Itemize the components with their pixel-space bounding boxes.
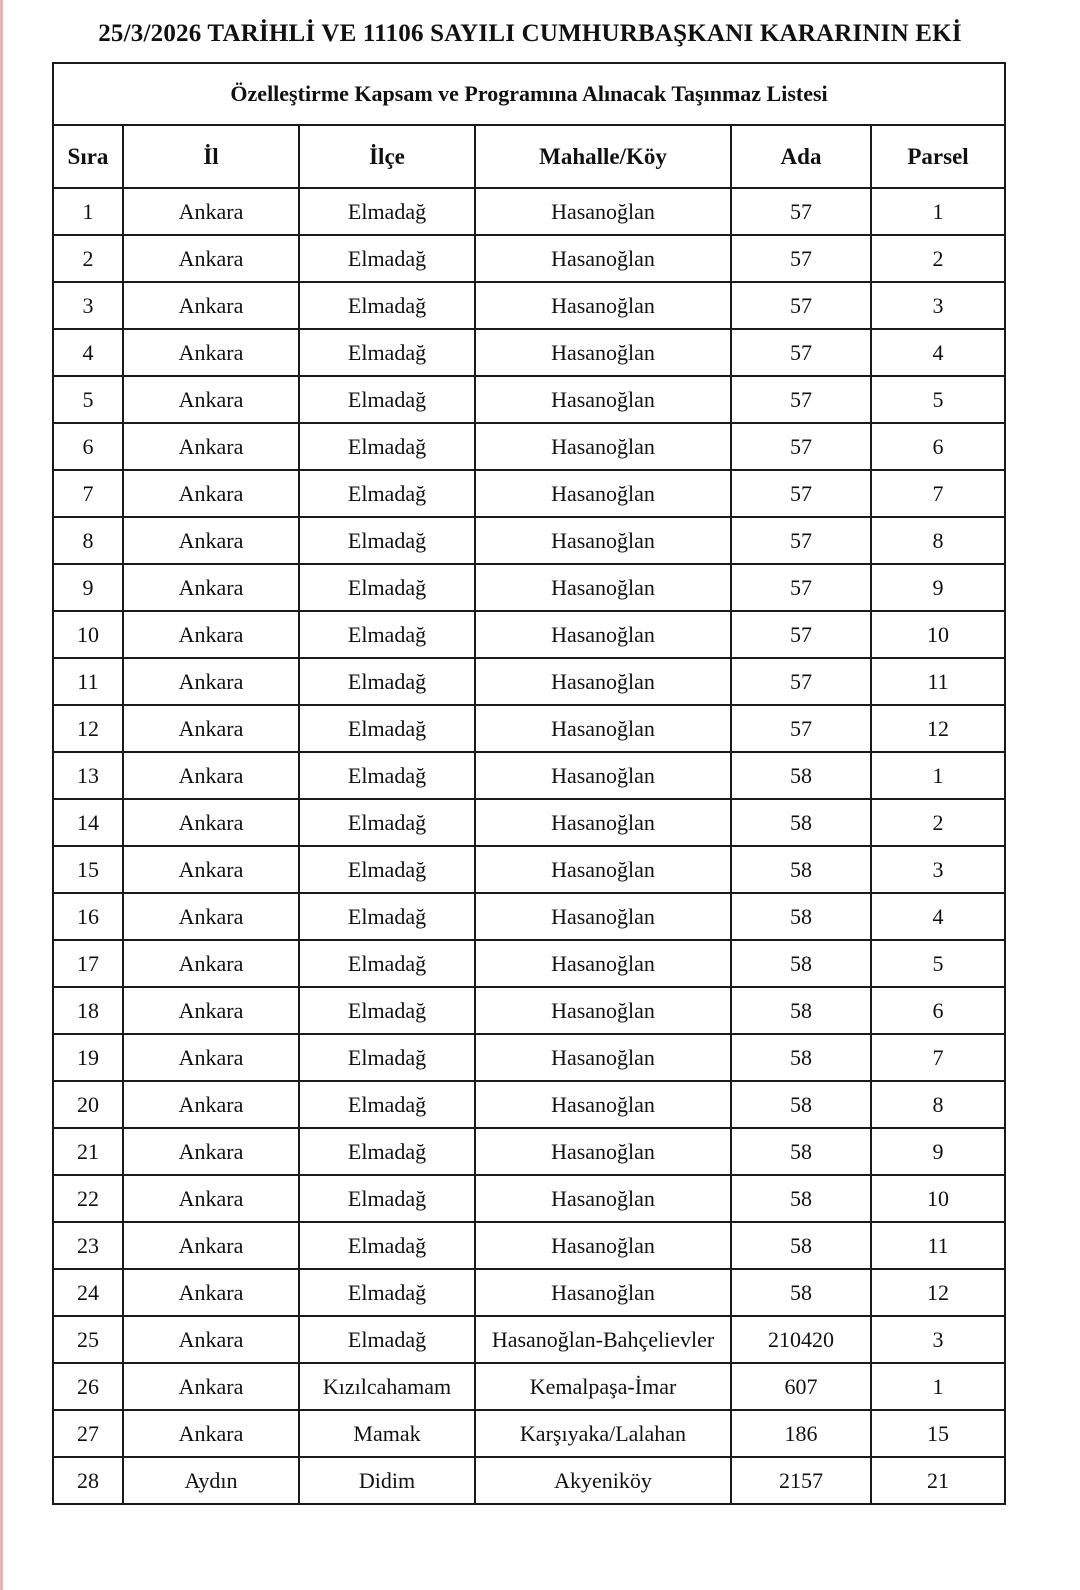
cell-il: Ankara bbox=[123, 752, 299, 799]
cell-sira: 24 bbox=[53, 1269, 123, 1316]
cell-mahalle-koy: Hasanoğlan bbox=[475, 376, 731, 423]
cell-il: Ankara bbox=[123, 987, 299, 1034]
table-row bbox=[53, 799, 1005, 846]
cell-il: Ankara bbox=[123, 1222, 299, 1269]
cell-parsel: 8 bbox=[871, 1081, 1005, 1128]
cell-parsel: 6 bbox=[871, 987, 1005, 1034]
table-row bbox=[53, 705, 1005, 752]
cell-il: Ankara bbox=[123, 940, 299, 987]
cell-ilce: Elmadağ bbox=[299, 940, 475, 987]
table-row bbox=[53, 1128, 1005, 1175]
cell-parsel: 11 bbox=[871, 1222, 1005, 1269]
table-caption-row bbox=[53, 63, 1005, 125]
cell-parsel: 21 bbox=[871, 1457, 1005, 1504]
table-row bbox=[53, 846, 1005, 893]
table-row bbox=[53, 1457, 1005, 1504]
cell-ilce: Elmadağ bbox=[299, 470, 475, 517]
cell-ada: 2157 bbox=[731, 1457, 871, 1504]
table-row bbox=[53, 470, 1005, 517]
cell-ilce: Elmadağ bbox=[299, 564, 475, 611]
cell-parsel: 10 bbox=[871, 1175, 1005, 1222]
cell-sira: 26 bbox=[53, 1363, 123, 1410]
table-row bbox=[53, 1081, 1005, 1128]
cell-ada: 57 bbox=[731, 188, 871, 235]
cell-mahalle-koy: Hasanoğlan bbox=[475, 423, 731, 470]
cell-ilce: Elmadağ bbox=[299, 1128, 475, 1175]
cell-sira: 1 bbox=[53, 188, 123, 235]
cell-ilce: Didim bbox=[299, 1457, 475, 1504]
table-caption: Özelleştirme Kapsam ve Programına Alınacak Taşınmaz Listesi bbox=[53, 63, 1005, 125]
cell-ilce: Mamak bbox=[299, 1410, 475, 1457]
cell-parsel: 3 bbox=[871, 846, 1005, 893]
column-header-sira: Sıra bbox=[53, 125, 123, 188]
column-header-ilce: İlçe bbox=[299, 125, 475, 188]
cell-mahalle-koy: Hasanoğlan bbox=[475, 1175, 731, 1222]
cell-il: Ankara bbox=[123, 188, 299, 235]
property-list-sheet bbox=[52, 62, 1004, 1505]
column-header-parsel: Parsel bbox=[871, 125, 1005, 188]
cell-parsel: 4 bbox=[871, 893, 1005, 940]
cell-parsel: 5 bbox=[871, 376, 1005, 423]
cell-il: Ankara bbox=[123, 893, 299, 940]
cell-il: Ankara bbox=[123, 517, 299, 564]
cell-parsel: 9 bbox=[871, 564, 1005, 611]
cell-sira: 16 bbox=[53, 893, 123, 940]
cell-il: Ankara bbox=[123, 329, 299, 376]
property-list-table bbox=[52, 62, 1006, 1505]
table-row bbox=[53, 188, 1005, 235]
cell-mahalle-koy: Hasanoğlan bbox=[475, 705, 731, 752]
cell-il: Ankara bbox=[123, 705, 299, 752]
table-row bbox=[53, 893, 1005, 940]
page-edge-line bbox=[0, 0, 3, 1590]
cell-il: Ankara bbox=[123, 282, 299, 329]
table-header-row bbox=[53, 125, 1005, 188]
cell-il: Ankara bbox=[123, 423, 299, 470]
cell-ilce: Elmadağ bbox=[299, 846, 475, 893]
cell-ada: 57 bbox=[731, 470, 871, 517]
cell-il: Ankara bbox=[123, 1034, 299, 1081]
cell-il: Ankara bbox=[123, 470, 299, 517]
cell-sira: 2 bbox=[53, 235, 123, 282]
cell-ilce: Kızılcahamam bbox=[299, 1363, 475, 1410]
cell-ilce: Elmadağ bbox=[299, 1222, 475, 1269]
cell-ada: 58 bbox=[731, 1081, 871, 1128]
table-row bbox=[53, 376, 1005, 423]
table-row bbox=[53, 611, 1005, 658]
table-row bbox=[53, 282, 1005, 329]
cell-mahalle-koy: Karşıyaka/Lalahan bbox=[475, 1410, 731, 1457]
cell-mahalle-koy: Hasanoğlan bbox=[475, 893, 731, 940]
cell-parsel: 12 bbox=[871, 705, 1005, 752]
cell-ada: 57 bbox=[731, 705, 871, 752]
cell-ilce: Elmadağ bbox=[299, 705, 475, 752]
cell-il: Ankara bbox=[123, 1269, 299, 1316]
cell-mahalle-koy: Hasanoğlan bbox=[475, 658, 731, 705]
cell-sira: 12 bbox=[53, 705, 123, 752]
cell-mahalle-koy: Hasanoğlan bbox=[475, 799, 731, 846]
cell-il: Ankara bbox=[123, 1128, 299, 1175]
cell-ada: 58 bbox=[731, 893, 871, 940]
cell-mahalle-koy: Hasanoğlan bbox=[475, 1128, 731, 1175]
cell-ilce: Elmadağ bbox=[299, 376, 475, 423]
cell-sira: 7 bbox=[53, 470, 123, 517]
column-header-mahalle-koy: Mahalle/Köy bbox=[475, 125, 731, 188]
cell-parsel: 7 bbox=[871, 470, 1005, 517]
cell-il: Ankara bbox=[123, 658, 299, 705]
table-row bbox=[53, 1034, 1005, 1081]
table-row bbox=[53, 329, 1005, 376]
cell-sira: 18 bbox=[53, 987, 123, 1034]
table-row bbox=[53, 423, 1005, 470]
cell-ada: 58 bbox=[731, 1222, 871, 1269]
cell-parsel: 6 bbox=[871, 423, 1005, 470]
cell-ada: 57 bbox=[731, 517, 871, 564]
table-row bbox=[53, 1410, 1005, 1457]
cell-mahalle-koy: Akyeniköy bbox=[475, 1457, 731, 1504]
table-row bbox=[53, 1269, 1005, 1316]
cell-ada: 57 bbox=[731, 658, 871, 705]
cell-parsel: 10 bbox=[871, 611, 1005, 658]
cell-ada: 58 bbox=[731, 846, 871, 893]
cell-il: Ankara bbox=[123, 235, 299, 282]
cell-parsel: 8 bbox=[871, 517, 1005, 564]
cell-sira: 5 bbox=[53, 376, 123, 423]
cell-ilce: Elmadağ bbox=[299, 987, 475, 1034]
table-row bbox=[53, 987, 1005, 1034]
cell-mahalle-koy: Hasanoğlan bbox=[475, 564, 731, 611]
cell-sira: 25 bbox=[53, 1316, 123, 1363]
cell-il: Aydın bbox=[123, 1457, 299, 1504]
cell-ada: 57 bbox=[731, 611, 871, 658]
cell-mahalle-koy: Hasanoğlan bbox=[475, 517, 731, 564]
cell-sira: 15 bbox=[53, 846, 123, 893]
table-row bbox=[53, 658, 1005, 705]
cell-il: Ankara bbox=[123, 611, 299, 658]
cell-mahalle-koy: Hasanoğlan bbox=[475, 235, 731, 282]
cell-ada: 607 bbox=[731, 1363, 871, 1410]
cell-sira: 17 bbox=[53, 940, 123, 987]
cell-ilce: Elmadağ bbox=[299, 1081, 475, 1128]
document-heading: 25/3/2026 TARİHLİ VE 11106 SAYILI CUMHURBAŞKANI KARARININ EKİ bbox=[98, 20, 962, 47]
cell-mahalle-koy: Hasanoğlan bbox=[475, 282, 731, 329]
cell-il: Ankara bbox=[123, 564, 299, 611]
cell-mahalle-koy: Hasanoğlan bbox=[475, 1034, 731, 1081]
cell-ada: 58 bbox=[731, 940, 871, 987]
cell-ada: 186 bbox=[731, 1410, 871, 1457]
cell-ada: 57 bbox=[731, 376, 871, 423]
cell-sira: 4 bbox=[53, 329, 123, 376]
cell-mahalle-koy: Hasanoğlan bbox=[475, 470, 731, 517]
cell-ada: 57 bbox=[731, 564, 871, 611]
cell-sira: 21 bbox=[53, 1128, 123, 1175]
cell-mahalle-koy: Hasanoğlan bbox=[475, 1081, 731, 1128]
cell-sira: 13 bbox=[53, 752, 123, 799]
cell-parsel: 3 bbox=[871, 1316, 1005, 1363]
cell-ilce: Elmadağ bbox=[299, 752, 475, 799]
table-row bbox=[53, 517, 1005, 564]
table-row bbox=[53, 235, 1005, 282]
cell-sira: 11 bbox=[53, 658, 123, 705]
cell-il: Ankara bbox=[123, 799, 299, 846]
cell-parsel: 7 bbox=[871, 1034, 1005, 1081]
cell-sira: 9 bbox=[53, 564, 123, 611]
cell-sira: 28 bbox=[53, 1457, 123, 1504]
cell-il: Ankara bbox=[123, 1175, 299, 1222]
table-row bbox=[53, 1316, 1005, 1363]
cell-ilce: Elmadağ bbox=[299, 799, 475, 846]
cell-ada: 57 bbox=[731, 423, 871, 470]
cell-parsel: 1 bbox=[871, 188, 1005, 235]
cell-sira: 10 bbox=[53, 611, 123, 658]
cell-mahalle-koy: Hasanoğlan bbox=[475, 1269, 731, 1316]
cell-sira: 6 bbox=[53, 423, 123, 470]
cell-ilce: Elmadağ bbox=[299, 658, 475, 705]
cell-ilce: Elmadağ bbox=[299, 188, 475, 235]
table-row bbox=[53, 1175, 1005, 1222]
table-row bbox=[53, 1222, 1005, 1269]
cell-parsel: 15 bbox=[871, 1410, 1005, 1457]
cell-sira: 22 bbox=[53, 1175, 123, 1222]
cell-ilce: Elmadağ bbox=[299, 1269, 475, 1316]
cell-sira: 8 bbox=[53, 517, 123, 564]
cell-ada: 58 bbox=[731, 1034, 871, 1081]
cell-ada: 58 bbox=[731, 752, 871, 799]
cell-ilce: Elmadağ bbox=[299, 611, 475, 658]
cell-ada: 57 bbox=[731, 329, 871, 376]
cell-ada: 57 bbox=[731, 282, 871, 329]
cell-parsel: 4 bbox=[871, 329, 1005, 376]
cell-sira: 27 bbox=[53, 1410, 123, 1457]
cell-mahalle-koy: Hasanoğlan bbox=[475, 188, 731, 235]
cell-ilce: Elmadağ bbox=[299, 282, 475, 329]
cell-ilce: Elmadağ bbox=[299, 235, 475, 282]
cell-il: Ankara bbox=[123, 846, 299, 893]
cell-mahalle-koy: Kemalpaşa-İmar bbox=[475, 1363, 731, 1410]
cell-mahalle-koy: Hasanoğlan bbox=[475, 329, 731, 376]
cell-il: Ankara bbox=[123, 1410, 299, 1457]
cell-sira: 14 bbox=[53, 799, 123, 846]
table-body bbox=[53, 188, 1005, 1504]
cell-sira: 23 bbox=[53, 1222, 123, 1269]
cell-ilce: Elmadağ bbox=[299, 1034, 475, 1081]
table-row bbox=[53, 940, 1005, 987]
cell-sira: 19 bbox=[53, 1034, 123, 1081]
cell-ada: 58 bbox=[731, 1128, 871, 1175]
cell-parsel: 11 bbox=[871, 658, 1005, 705]
cell-ada: 57 bbox=[731, 235, 871, 282]
cell-ada: 210420 bbox=[731, 1316, 871, 1363]
cell-parsel: 5 bbox=[871, 940, 1005, 987]
cell-parsel: 3 bbox=[871, 282, 1005, 329]
cell-ilce: Elmadağ bbox=[299, 517, 475, 564]
cell-ada: 58 bbox=[731, 799, 871, 846]
cell-parsel: 1 bbox=[871, 1363, 1005, 1410]
cell-ilce: Elmadağ bbox=[299, 423, 475, 470]
cell-parsel: 1 bbox=[871, 752, 1005, 799]
cell-ilce: Elmadağ bbox=[299, 1175, 475, 1222]
cell-mahalle-koy: Hasanoğlan bbox=[475, 611, 731, 658]
cell-mahalle-koy: Hasanoğlan bbox=[475, 752, 731, 799]
cell-mahalle-koy: Hasanoğlan bbox=[475, 846, 731, 893]
cell-sira: 20 bbox=[53, 1081, 123, 1128]
cell-mahalle-koy: Hasanoğlan bbox=[475, 1222, 731, 1269]
cell-il: Ankara bbox=[123, 1363, 299, 1410]
cell-mahalle-koy: Hasanoğlan-Bahçelievler bbox=[475, 1316, 731, 1363]
cell-sira: 3 bbox=[53, 282, 123, 329]
cell-parsel: 9 bbox=[871, 1128, 1005, 1175]
cell-ada: 58 bbox=[731, 987, 871, 1034]
cell-ilce: Elmadağ bbox=[299, 893, 475, 940]
cell-mahalle-koy: Hasanoğlan bbox=[475, 940, 731, 987]
cell-ilce: Elmadağ bbox=[299, 329, 475, 376]
cell-ada: 58 bbox=[731, 1175, 871, 1222]
cell-ada: 58 bbox=[731, 1269, 871, 1316]
table-row bbox=[53, 564, 1005, 611]
cell-il: Ankara bbox=[123, 376, 299, 423]
column-header-ada: Ada bbox=[731, 125, 871, 188]
cell-parsel: 2 bbox=[871, 235, 1005, 282]
cell-parsel: 2 bbox=[871, 799, 1005, 846]
table-row bbox=[53, 1363, 1005, 1410]
cell-parsel: 12 bbox=[871, 1269, 1005, 1316]
table-row bbox=[53, 752, 1005, 799]
cell-il: Ankara bbox=[123, 1316, 299, 1363]
column-header-il: İl bbox=[123, 125, 299, 188]
cell-mahalle-koy: Hasanoğlan bbox=[475, 987, 731, 1034]
cell-ilce: Elmadağ bbox=[299, 1316, 475, 1363]
cell-il: Ankara bbox=[123, 1081, 299, 1128]
